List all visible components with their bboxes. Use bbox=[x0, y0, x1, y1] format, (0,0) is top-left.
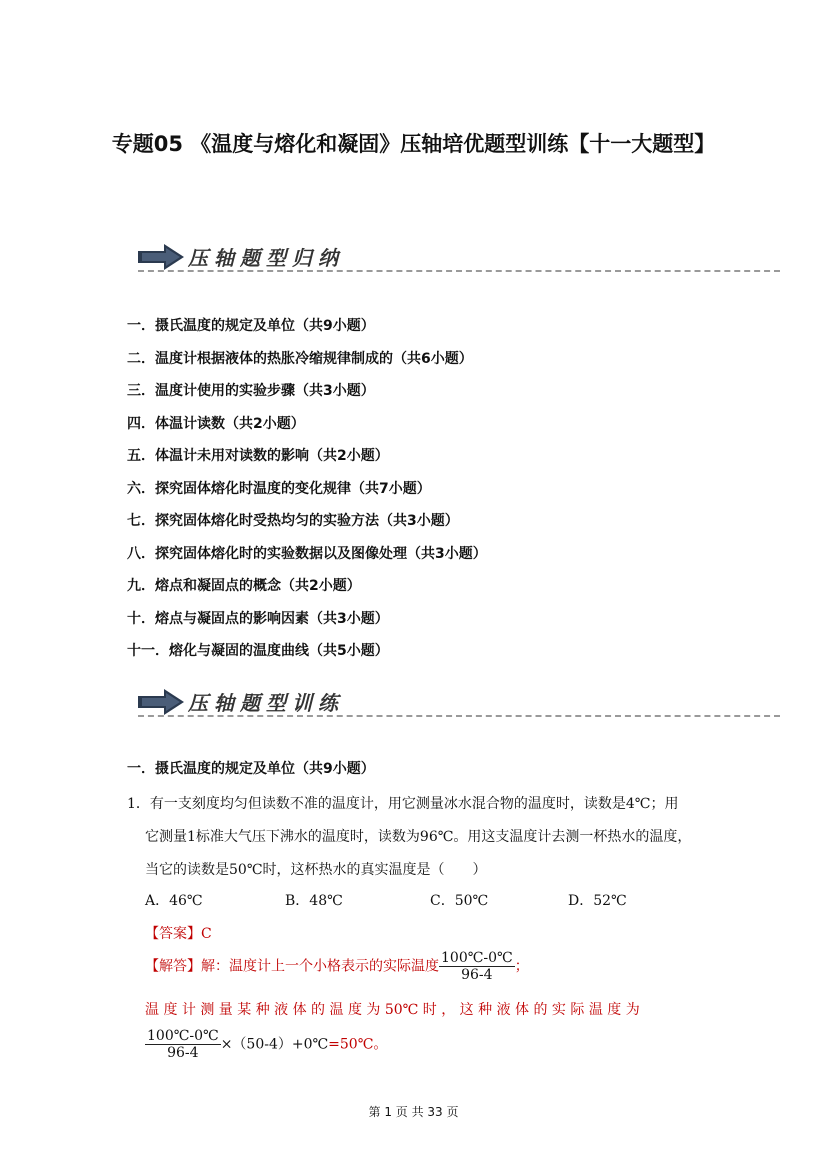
choice-a: A．46℃ bbox=[145, 893, 203, 909]
fraction-denominator: 96-4 bbox=[461, 967, 493, 983]
choice-d: D．52℃ bbox=[568, 893, 627, 909]
topic-item: 四．体温计读数（共2小题） bbox=[127, 415, 305, 432]
page-footer: 第 1 页 共 33 页 bbox=[368, 1105, 459, 1119]
summary-banner-label: 压轴题型归纳 bbox=[188, 246, 344, 270]
arrow-icon bbox=[138, 244, 184, 270]
formula-tail: ×（50-4）+0℃ bbox=[220, 1036, 329, 1053]
arrow-icon bbox=[138, 689, 184, 715]
topic-item: 十一．熔化与凝固的温度曲线（共5小题） bbox=[127, 643, 389, 659]
fraction bbox=[439, 950, 515, 983]
analysis-line: 温 度 计 测 量 某 种 液 体 的 温 度 为 50℃ 时 ， 这 种 液 体 的 实 际 温 度 为 bbox=[145, 1002, 640, 1018]
divider bbox=[138, 715, 780, 717]
topic-list bbox=[127, 314, 727, 672]
formula-result: =50℃。 bbox=[328, 1036, 388, 1053]
topic-item: 九．熔点和凝固点的概念（共2小题） bbox=[127, 578, 361, 594]
choice-c: C．50℃ bbox=[430, 893, 489, 909]
question-line: 1．有一支刻度均匀但读数不准的温度计，用它测量冰水混合物的温度时，读数是4℃；用 bbox=[127, 796, 679, 812]
question-line: 它测量1标准大气压下沸水的温度时，读数为96℃。用这支温度计去测一杯热水的温度， bbox=[145, 829, 692, 845]
summary-banner bbox=[138, 238, 780, 278]
topic-item: 一．摄氏温度的规定及单位（共9小题） bbox=[127, 318, 375, 334]
analysis-text: 解：温度计上一个小格表示的实际温度 bbox=[201, 958, 439, 975]
topic-item: 十．熔点与凝固点的影响因素（共3小题） bbox=[127, 610, 389, 627]
question-line: 当它的读数是50℃时，这杯热水的真实温度是（ ） bbox=[145, 862, 487, 878]
analysis-tag: 【解答】 bbox=[145, 958, 201, 975]
fraction bbox=[145, 1028, 221, 1061]
topic-item: 二．温度计根据液体的热胀冷缩规律制成的（共6小题） bbox=[127, 350, 473, 367]
training-banner bbox=[138, 683, 780, 723]
training-banner-label: 压轴题型训练 bbox=[188, 691, 344, 715]
page-title: 专题05 《温度与熔化和凝固》压轴培优题型训练【十一大题型】 bbox=[111, 132, 716, 156]
divider bbox=[138, 270, 780, 272]
topic-item: 八．探究固体熔化时的实验数据以及图像处理（共3小题） bbox=[127, 545, 487, 562]
topic-item: 三．温度计使用的实验步骤（共3小题） bbox=[127, 383, 375, 399]
formula-line bbox=[145, 1028, 387, 1061]
topic-item: 七．探究固体熔化时受热均匀的实验方法（共3小题） bbox=[127, 513, 459, 529]
fraction-denominator: 96-4 bbox=[167, 1045, 199, 1061]
fraction-numerator: 100℃-0℃ bbox=[147, 1028, 219, 1044]
choice-b: B．48℃ bbox=[285, 893, 343, 909]
answer-line bbox=[145, 923, 212, 943]
topic-item: 六．探究固体熔化时温度的变化规律（共7小题） bbox=[127, 480, 431, 497]
fraction-numerator: 100℃-0℃ bbox=[441, 950, 513, 966]
analysis-line bbox=[145, 950, 529, 983]
topic-item: 五．体温计未用对读数的影响（共2小题） bbox=[127, 448, 389, 464]
section-heading: 一．摄氏温度的规定及单位（共9小题） bbox=[127, 761, 375, 777]
analysis-end: ； bbox=[514, 958, 529, 975]
answer-value: C bbox=[201, 926, 212, 942]
answer-tag: 【答案】 bbox=[145, 926, 201, 942]
